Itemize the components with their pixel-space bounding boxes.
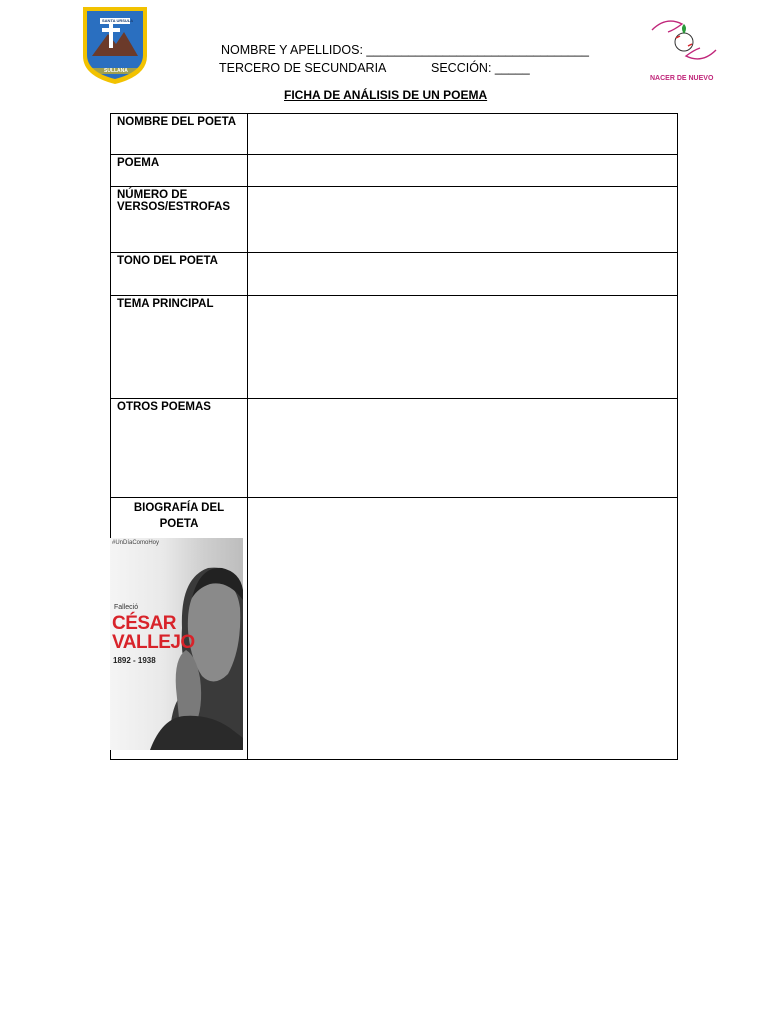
analysis-table	[110, 113, 678, 760]
answer-cell[interactable]	[248, 498, 678, 760]
biography-cell	[111, 498, 248, 760]
row-label: OTROS POEMAS	[111, 399, 248, 498]
poet-years: 1892 - 1938	[113, 656, 156, 665]
poet-name-line1: CÉSAR	[112, 613, 177, 634]
row-label: TEMA PRINCIPAL	[111, 296, 248, 399]
row-label: NÚMERO DE VERSOS/ESTROFAS	[111, 187, 248, 253]
poet-name-line2: VALLEJO	[112, 632, 195, 653]
table-row	[111, 498, 678, 760]
poet-photo	[110, 538, 243, 750]
answer-cell[interactable]	[248, 253, 678, 296]
table-row	[111, 296, 678, 399]
answer-cell[interactable]	[248, 296, 678, 399]
table-row	[111, 253, 678, 296]
nacer-de-nuevo-logo	[646, 10, 722, 86]
answer-cell[interactable]	[248, 114, 678, 155]
table-row	[111, 155, 678, 187]
poet-name	[112, 614, 195, 652]
school-logo	[80, 4, 150, 86]
nacer-logo-text: NACER DE NUEVO	[650, 75, 714, 82]
photo-caption: Falleció	[114, 604, 139, 611]
row-label: POEMA	[111, 155, 248, 187]
table-row	[111, 114, 678, 155]
logo-top-text: SANTA URSULA	[102, 18, 134, 23]
row-label: BIOGRAFÍA DEL POETA	[133, 502, 225, 530]
answer-cell[interactable]	[248, 155, 678, 187]
name-line: NOMBRE Y APELLIDOS: ________________________________	[221, 43, 589, 57]
logo-bottom-text: SULLANA	[104, 68, 128, 74]
grade-label: TERCERO DE SECUNDARIA	[219, 61, 387, 75]
table-row	[111, 399, 678, 498]
row-label: NOMBRE DEL POETA	[111, 114, 248, 155]
answer-cell[interactable]	[248, 399, 678, 498]
answer-cell[interactable]	[248, 187, 678, 253]
table-row	[111, 187, 678, 253]
row-label: TONO DEL POETA	[111, 253, 248, 296]
section-label: SECCIÓN: _____	[431, 61, 530, 75]
photo-hashtag: #UnDíaComoHoy	[112, 540, 160, 546]
page-title: FICHA DE ANÁLISIS DE UN POEMA	[284, 88, 488, 102]
